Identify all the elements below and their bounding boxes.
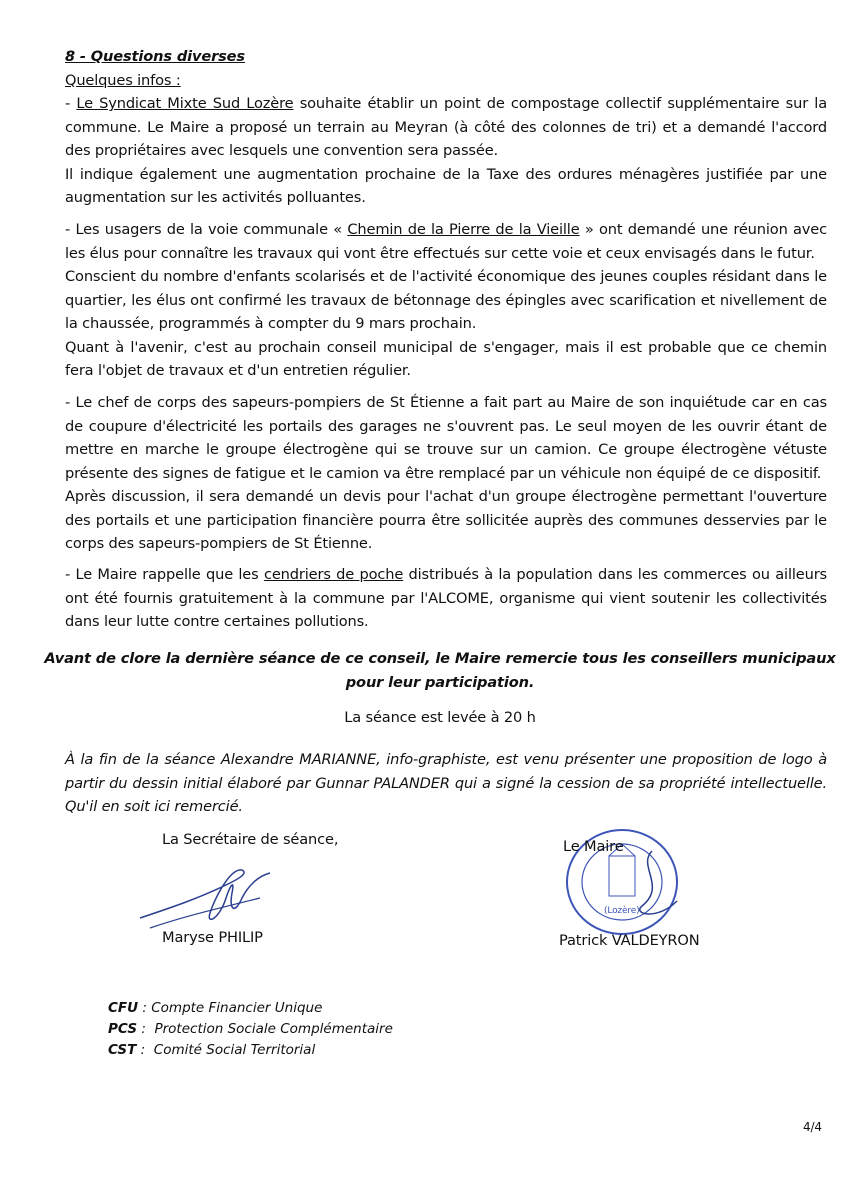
mayor-title: Le Maire (563, 838, 624, 855)
glossary-pcs: PCS : Protection Sociale Complémentaire (108, 1021, 393, 1037)
glossary-cst: CST : Comité Social Territorial (108, 1042, 316, 1058)
stamp-lozere: (Lozère) (604, 906, 640, 916)
syndicat-name: Le Syndicat Mixte Sud Lozère (76, 95, 294, 112)
section-heading: 8 - Questions diverses (65, 48, 245, 65)
mayor-name: Patrick VALDEYRON (559, 932, 700, 949)
pompiers-text: - Le chef de corps des sapeurs-pompiers de St Étienne a fait part au Maire de son inquiétude car en cas de coupure d'électricité les portails des garages ne s'ouvrent pas. Le seul moyen de les ouvrir étant de mettre en marche le groupe électrogène qui se trouve sur un camion. Ce groupe électrogène vétuste présente des signes de fatigue et le camion va être remplacé par un véhicule non équipé de ce dispositif. (65, 394, 827, 482)
cendriers-term: cendriers de poche (263, 566, 404, 583)
secretary-name: Maryse PHILIP (162, 929, 263, 946)
section-subheading: Quelques infos : (65, 72, 181, 89)
secretary-title: La Secrétaire de séance, (162, 831, 339, 848)
avenir-text: Quant à l'avenir, c'est au prochain conseil municipal de s'engager, mais il est probable que ce chemin fera l'objet de travaux et d'un entretien régulier. (65, 338, 827, 379)
stamp-building (609, 856, 635, 896)
info-pompiers (65, 391, 827, 556)
info-chemin: - Les usagers de la voie communale « Chemin de la Pierre de la Vieille » ont demandé une réunion avec les élus pour connaître les travaux qui vont être effectués sur cette voie et ceux envisagés dans le futur. Conscient du nombre d'enfants scolarisés et de l'activité économique des jeunes couples résidant dans le quartier, les élus ont confirmé les travaux de bétonnage des épingles avec scarification et nivellement de la chaussée, programmés à compter du 9 mars prochain. Quant à l'avenir, c'est au prochain conseil municipal de s'engager, mais il est probable que ce chemin fera l'objet de travaux et d'un entretien régulier. (65, 218, 827, 383)
info-cendriers: - Le Maire rappelle que les cendriers de poche distribués à la population dans les commerces ou ailleurs ont été fournis gratuitement à la commune par l'ALCOME, organisme qui vient soutenir les collectivités dans leur lutte contre certaines pollutions. (65, 566, 827, 630)
seance-levee: La séance est levée à 20 h (344, 709, 536, 726)
info-compostage: - Le Syndicat Mixte Sud Lozère souhaite établir un point de compostage collectif supplémentaire sur la commune. Le Maire a proposé un terrain au Meyran (à côté des colonnes de tri) et a demandé l'accord des propriétaires avec lesquels une convention sera passée. Il indique également une augmentation prochaine de la Taxe des ordures ménagères justifiée par une augmentation sur les activités polluantes. (65, 92, 827, 210)
page-number: 4/4 (803, 1120, 822, 1134)
signature-underline (150, 898, 260, 928)
taxe-text: Il indique également une augmentation prochaine de la Taxe des ordures ménagères justifiée par une augmentation sur les activités polluantes. (65, 165, 827, 206)
logo-note: À la fin de la séance Alexandre MARIANNE, info-graphiste, est venu présenter une proposition de logo à partir du dessin initial élaboré par Gunnar PALANDER qui a signé la cession de sa propriété intellectuelle. Qu'il en soit ici remercié. (65, 751, 827, 815)
devis-text: Après discussion, il sera demandé un devis pour l'achat d'un groupe électrogène permettant l'ouverture des portails et une participation financière pourra être sollicitée auprès des communes desservies par le corps des sapeurs-pompiers de St Étienne. (65, 488, 827, 552)
closing-line2: pour leur participation. (345, 674, 535, 691)
glossary-cfu: CFU : Compte Financier Unique (108, 1000, 323, 1016)
closing-line1: Avant de clore la dernière séance de ce conseil, le Maire remercie tous les conseillers municipaux (44, 650, 836, 667)
travaux-text: Conscient du nombre d'enfants scolarisés et de l'activité économique des jeunes couples résidant dans le quartier, les élus ont confirmé les travaux de bétonnage des épingles avec scarification et nivellement de la chaussée, programmés à compter du 9 mars prochain. (65, 268, 827, 332)
road-name: Chemin de la Pierre de la Vieille (347, 221, 580, 238)
